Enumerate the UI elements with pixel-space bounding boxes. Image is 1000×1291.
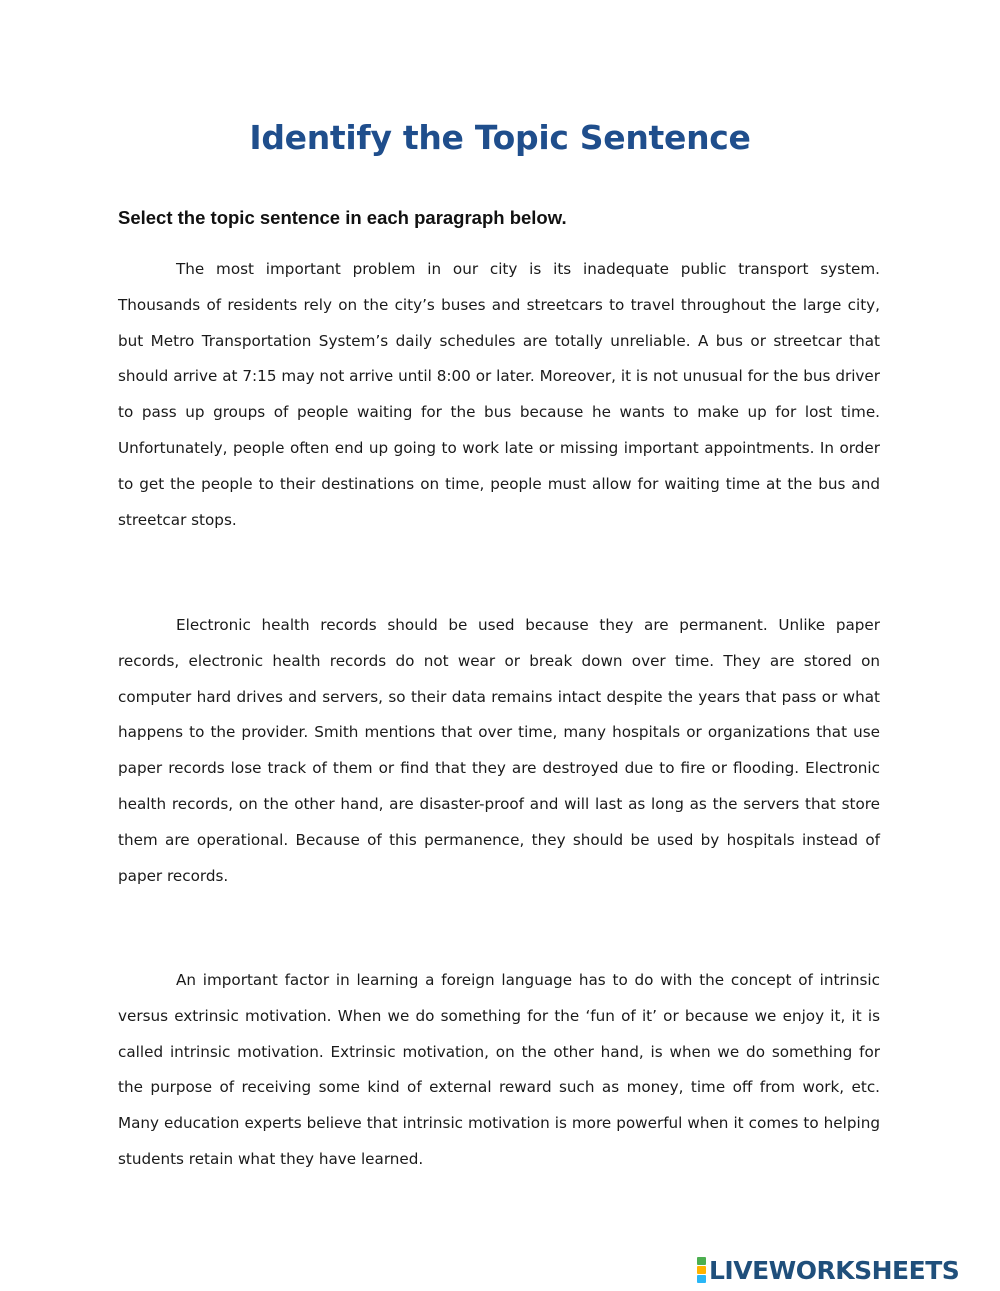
logo-block-blue (697, 1275, 706, 1283)
paragraph-motivation[interactable]: An important factor in learning a foreign language has to do with the concept of intrinsic versus extrinsic motivation. When we do something for the ‘fun of it’ or because we enjoy it, it is called intrinsic motivation. Extrinsic motivation, on the other hand, is when we do something for the purpose of receiving some kind of external reward such as money, time off from work, etc. Many education experts believe that intrinsic motivation is more powerful when it comes to helping students retain what they have learned. (118, 971, 880, 1168)
logo-block-green (697, 1257, 706, 1265)
logo-text: LIVEWORKSHEETS (709, 1255, 960, 1285)
logo-blocks-icon (697, 1257, 706, 1283)
instruction-text: Select the topic sentence in each paragraph below. (118, 207, 567, 228)
logo-block-yellow (697, 1266, 706, 1274)
paragraph-transport[interactable]: The most important problem in our city is its inadequate public transport system. Thousands of residents rely on the city’s buses and streetcars to travel throughout the large city, but Metro Transportation System’s daily schedules are totally unreliable. A bus or streetcar that should arrive at 7:15 may not arrive until 8:00 or later. Moreover, it is not unusual for the bus driver to pass up groups of people waiting for the bus because he wants to make up for lost time. Unfortunately, people often end up going to work late or missing important appointments. In order to get the people to their destinations on time, people must allow for waiting time at the bus and streetcar stops. (118, 260, 880, 529)
paragraph-health-records[interactable]: Electronic health records should be used because they are permanent. Unlike paper records, electronic health records do not wear or break down over time. They are stored on computer hard drives and servers, so their data remains intact despite the years that pass or what happens to the provider. Smith mentions that over time, many hospitals or organizations that use paper records lose track of them or find that they are destroyed due to fire or flooding. Electronic health records, on the other hand, are disaster-proof and will last as long as the servers that store them are operational. Because of this permanence, they should be used by hospitals instead of paper records. (118, 616, 880, 885)
liveworksheets-logo (697, 1253, 959, 1287)
page-title: Identify the Topic Sentence (249, 118, 751, 157)
